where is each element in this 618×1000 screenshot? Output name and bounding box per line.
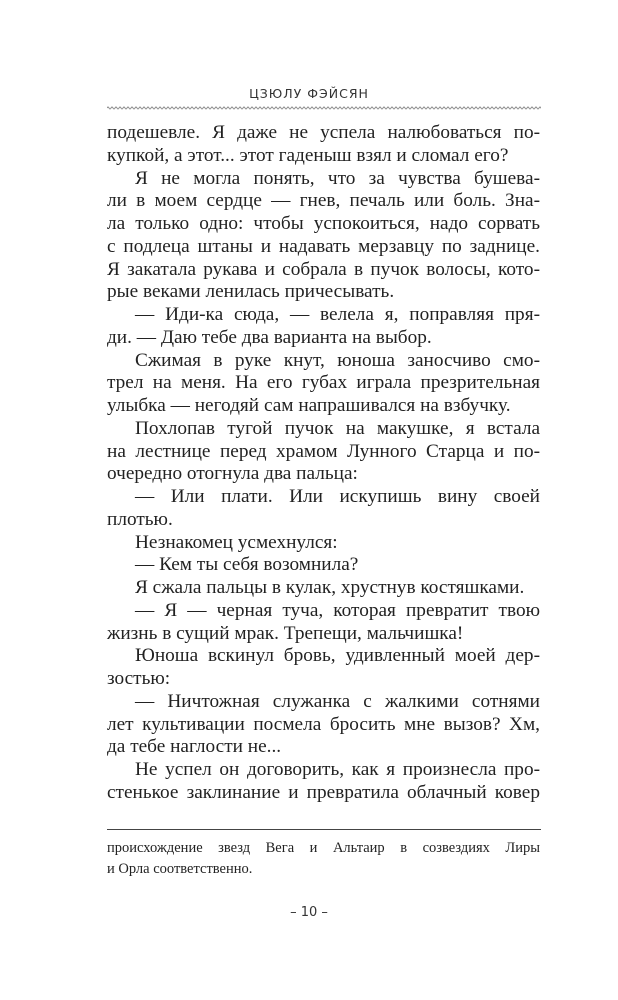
paragraph [107, 418, 540, 486]
text-line: Похлопав тугой пучок на макушке, я встала [135, 417, 540, 439]
text-line: Незнакомец усмехнулся: [135, 531, 338, 553]
text-line: зостью: [107, 668, 171, 689]
text-line: трел на меня. На его губах играла презрительная [107, 372, 540, 394]
body-text [107, 122, 540, 805]
text-line: жизнь в сущий мрак. Трепещи, мальчишка! [107, 622, 464, 644]
paragraph [107, 350, 540, 418]
text-line: — Иди-ка сюда, — велела я, поправляя пря- [135, 304, 540, 325]
text-line: ди. — Даю тебе два варианта на выбор. [107, 326, 432, 348]
text-line: ли в моем сердце — гнев, печаль или боль. Зна- [107, 190, 540, 212]
text-line: лет культивации посмела бросить мне вызов? Хм, [107, 713, 540, 735]
footnote [107, 838, 540, 880]
text-line: плотью. [107, 508, 173, 530]
footnote-divider [107, 829, 541, 830]
text-line: да тебе наглости не... [107, 736, 282, 758]
paragraph [107, 691, 540, 759]
footnote-line: происхождение звезд Вега и Альтаир в созвездиях Лиры [107, 840, 540, 856]
text-line: — Или плати. Или искупишь вину своей [135, 486, 540, 507]
paragraph [107, 554, 540, 577]
text-line: Я сжала пальцы в кулак, хрустнув костяшками. [135, 577, 525, 598]
text-line: улыбка — негодяй сам напрашивался на взбучку. [107, 395, 511, 416]
running-head: ЦЗЮЛУ ФЭЙСЯН [249, 86, 369, 101]
paragraph [107, 486, 540, 532]
text-line: очередно отогнула два пальца: [107, 463, 358, 485]
paragraph [107, 304, 540, 350]
paragraph [107, 759, 540, 805]
paragraph [107, 168, 540, 305]
text-line: — Кем ты себя возомнила? [135, 554, 359, 576]
text-line: рые веками ленилась причесывать. [107, 281, 395, 303]
text-line: подешевле. Я даже не успела налюбоваться по- [107, 122, 540, 143]
text-line: купкой, а этот... этот гаденыш взял и сломал его? [107, 144, 509, 166]
text-line: — Ничтожная служанка с жалкими сотнями [135, 690, 540, 712]
text-line: Сжимая в руке кнут, юноша заносчиво смо- [135, 349, 540, 371]
text-line: на лестнице перед храмом Лунного Старца и по- [107, 440, 540, 462]
text-line: Я закатала рукава и собрала в пучок волосы, кото- [107, 258, 540, 280]
text-line: Юноша вскинул бровь, удивленный моей дер- [135, 645, 540, 667]
footnote-line: и Орла соответственно. [107, 861, 253, 877]
text-line: с подлеца штаны и надавать мерзавцу по заднице. [107, 235, 540, 257]
text-line: Я не могла понять, что за чувства бушева- [135, 167, 540, 189]
paragraph [107, 532, 540, 555]
text-line: — Я — черная туча, которая превратит твою [135, 599, 540, 621]
text-line: ла только одно: чтобы успокоиться, надо сорвать [107, 213, 540, 234]
wavy-divider [107, 104, 541, 112]
paragraph [107, 577, 540, 600]
paragraph [107, 645, 540, 691]
text-line: Не успел он договорить, как я произнесла про- [135, 759, 540, 780]
paragraph [107, 122, 540, 168]
text-line: стенькое заклинание и превратила облачный ковер [107, 781, 540, 803]
paragraph [107, 600, 540, 646]
page-number: – 10 – [290, 905, 328, 920]
